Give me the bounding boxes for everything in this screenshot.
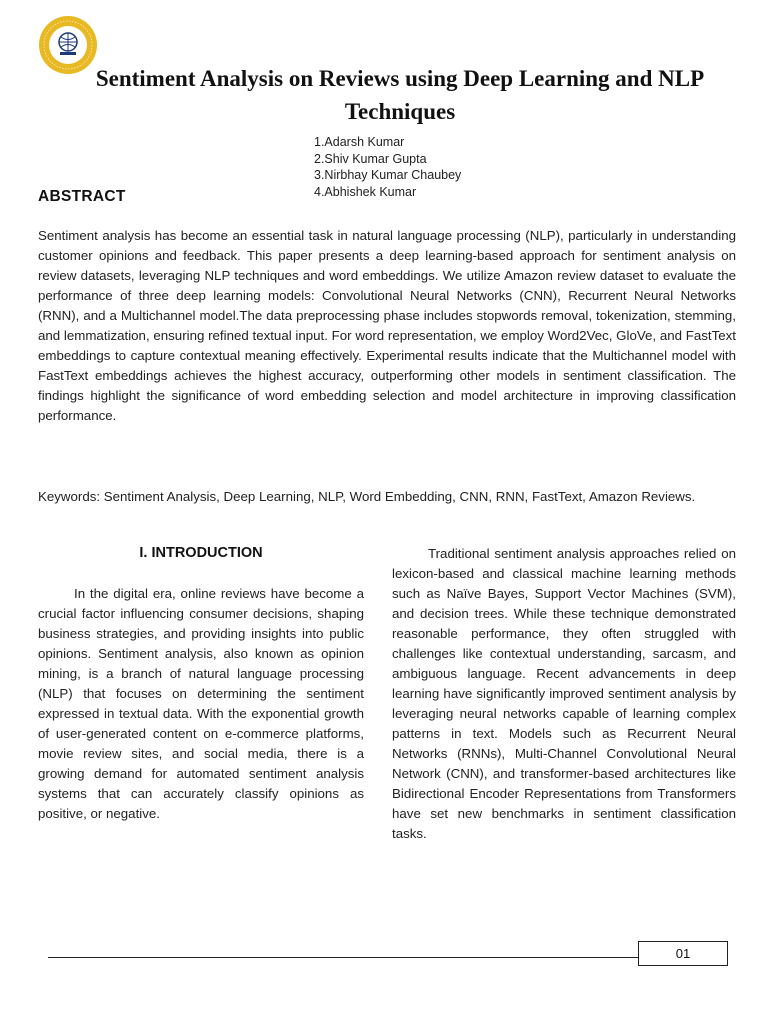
author-list xyxy=(314,134,461,200)
author-item: 3.Nirbhay Kumar Chaubey xyxy=(314,168,462,182)
author-item: 4.Abhishek Kumar xyxy=(314,184,417,199)
introduction-heading: I. INTRODUCTION xyxy=(139,545,263,561)
abstract-text: Sentiment analysis has become an essential task in natural language processing (NLP), particularly in understanding customer opinions and feedback. This paper presents a deep learning-based approach for sentiment analysis on review datasets, leveraging NLP techniques and word embeddings. We utilize Amazon review dataset to evaluate the performance of three deep learning models: Convolutional Neural Networks (CNN), Recurrent Neural Networks (RNN), and a Multichannel model.The data preprocessing phase includes stopwords removal, tokenization, stemming, and lemmatization, ensuring refined textual input. For word representation, we employ Word2Vec, GloVe, and FastText embeddings to capture contextual meaning effectively. Experimental results indicate that the Multichannel model with FastText embeddings achieves the highest accuracy, outperforming other models in sentiment classification. The findings highlight the significance of word embedding selection and model architecture in improving classification performance. xyxy=(38,228,736,423)
footer-divider xyxy=(48,957,638,958)
introduction-paragraph-left: In the digital era, online reviews have become a crucial factor influencing consumer decisions, shaping business strategies, and providing insights into public opinions. Sentiment analysis, also known as opinion mining, is a branch of natural language processing (NLP) that focuses on determining the sentiment expressed in textual data. With the exponential growth of user-generated content on e-commerce platforms, movie review sites, and social media, there is a growing demand for automated sentiment analysis systems that can accurately classify opinions as positive, or negative. xyxy=(38,586,364,821)
introduction-paragraph-right: Traditional sentiment analysis approaches relied on lexicon-based and classical machine learning methods such as Naïve Bayes, Support Vector Machines (SVM), and decision trees. While these technique demonstrated reasonable performance, they often struggled with challenges like contextual understanding, sarcasm, and ambiguous language. Recent advancements in deep learning have significantly improved sentiment analysis by leveraging neural networks capable of learning complex patterns in text. Models such as Recurrent Neural Networks (RNNs), Multi-Channel Convolutional Neural Network (CNN), and transformer-based architectures like Bidirectional Encoder Representations from Transformers have set new benchmarks in sentiment classification tasks. xyxy=(392,546,736,841)
keywords-text: Keywords: Sentiment Analysis, Deep Learning, NLP, Word Embedding, CNN, RNN, FastText, Amazon Reviews. xyxy=(38,489,696,504)
page-number: 01 xyxy=(638,941,728,966)
author-item: 1.Adarsh Kumar xyxy=(314,135,405,149)
abstract-heading: ABSTRACT xyxy=(38,188,126,205)
paper-title: Sentiment Analysis on Reviews using Deep Learning and NLP Techniques xyxy=(95,66,705,124)
author-item: 2.Shiv Kumar Gupta xyxy=(314,151,427,166)
